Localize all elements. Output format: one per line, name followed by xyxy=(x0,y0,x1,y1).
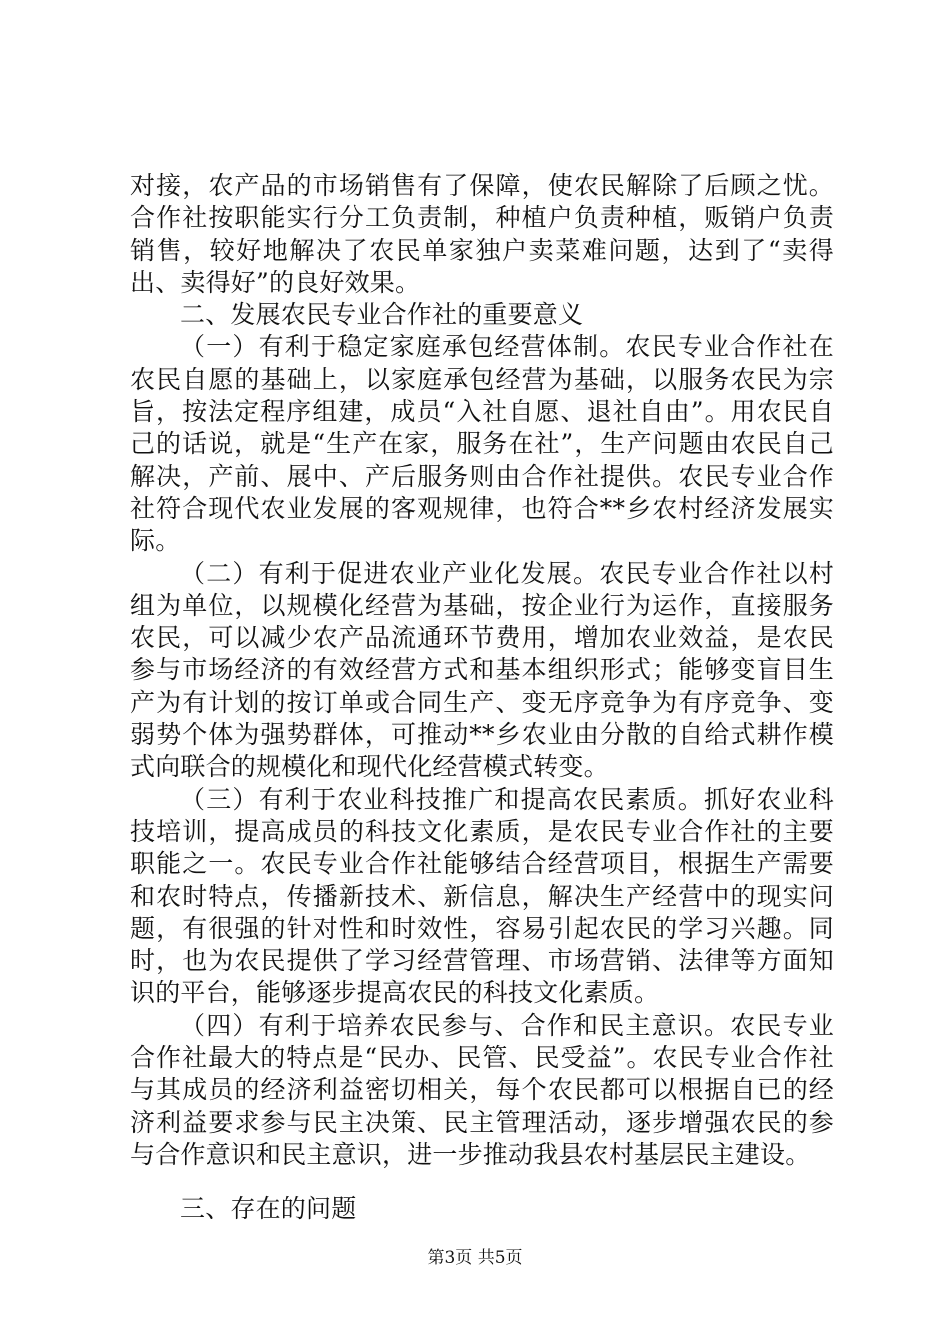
section-heading-problems: 三、存在的问题 xyxy=(180,1194,357,1224)
document-body xyxy=(130,170,834,1226)
paragraph-point-3: （三）有利于农业科技推广和提高农民素质。抓好农业科技培训，提高成员的科技文化素质，是农民专业合作社的主要职能之一。农民专业合作社能够结合经营项目，根据生产需要和农时特点，传播新技术、新信息，解决生产经营中的现实问题，有很强的针对性和时效性，容易引起农民的学习兴趣。同时，也为农民提供了学习经营管理、市场营销、法律等方面知识的平台，能够逐步提高农民的科技文化素质。 xyxy=(130,784,834,1008)
page-footer: 第3页 共5页 xyxy=(427,1248,523,1268)
paragraph-point-2: （二）有利于促进农业产业化发展。农民专业合作社以村组为单位，以规模化经营为基础，按企业行为运作，直接服务农民，可以减少农产品流通环节费用，增加农业效益，是农民参与市场经济的有效经营方式和基本组织形式；能够变盲目生产为有计划的按订单或合同生产、变无序竞争为有序竞争、变弱势个体为强势群体，可推动**乡农业由分散的自给式耕作模式向联合的规模化和现代化经营模式转变。 xyxy=(130,558,834,782)
paragraph-point-1: （一）有利于稳定家庭承包经营体制。农民专业合作社在农民自愿的基础上，以家庭承包经营为基础，以服务农民为宗旨，按法定程序组建，成员“入社自愿、退社自由”。用农民自己的话说，就是“生产在家，服务在社”，生产问题由农民自己解决，产前、展中、产后服务则由合作社提供。农民专业合作社符合现代农业发展的客观规律，也符合**乡农村经济发展实际。 xyxy=(130,332,834,556)
paragraph-point-4: （四）有利于培养农民参与、合作和民主意识。农民专业合作社最大的特点是“民办、民管、民受益”。农民专业合作社与其成员的经济利益密切相关，每个农民都可以根据自已的经济利益要求参与民主决策、民主管理活动，逐步增强农民的参与合作意识和民主意识，进一步推动我县农村基层民主建设。 xyxy=(130,1010,834,1169)
paragraph-continuation: 对接，农产品的市场销售有了保障，使农民解除了后顾之忧。合作社按职能实行分工负责制，种植户负责种植，贩销户负责销售，较好地解决了农民单家独户卖菜难问题，达到了“卖得出、卖得好”的良好效果。 xyxy=(130,171,834,297)
section-heading-significance: 二、发展农民专业合作社的重要意义 xyxy=(180,300,584,330)
